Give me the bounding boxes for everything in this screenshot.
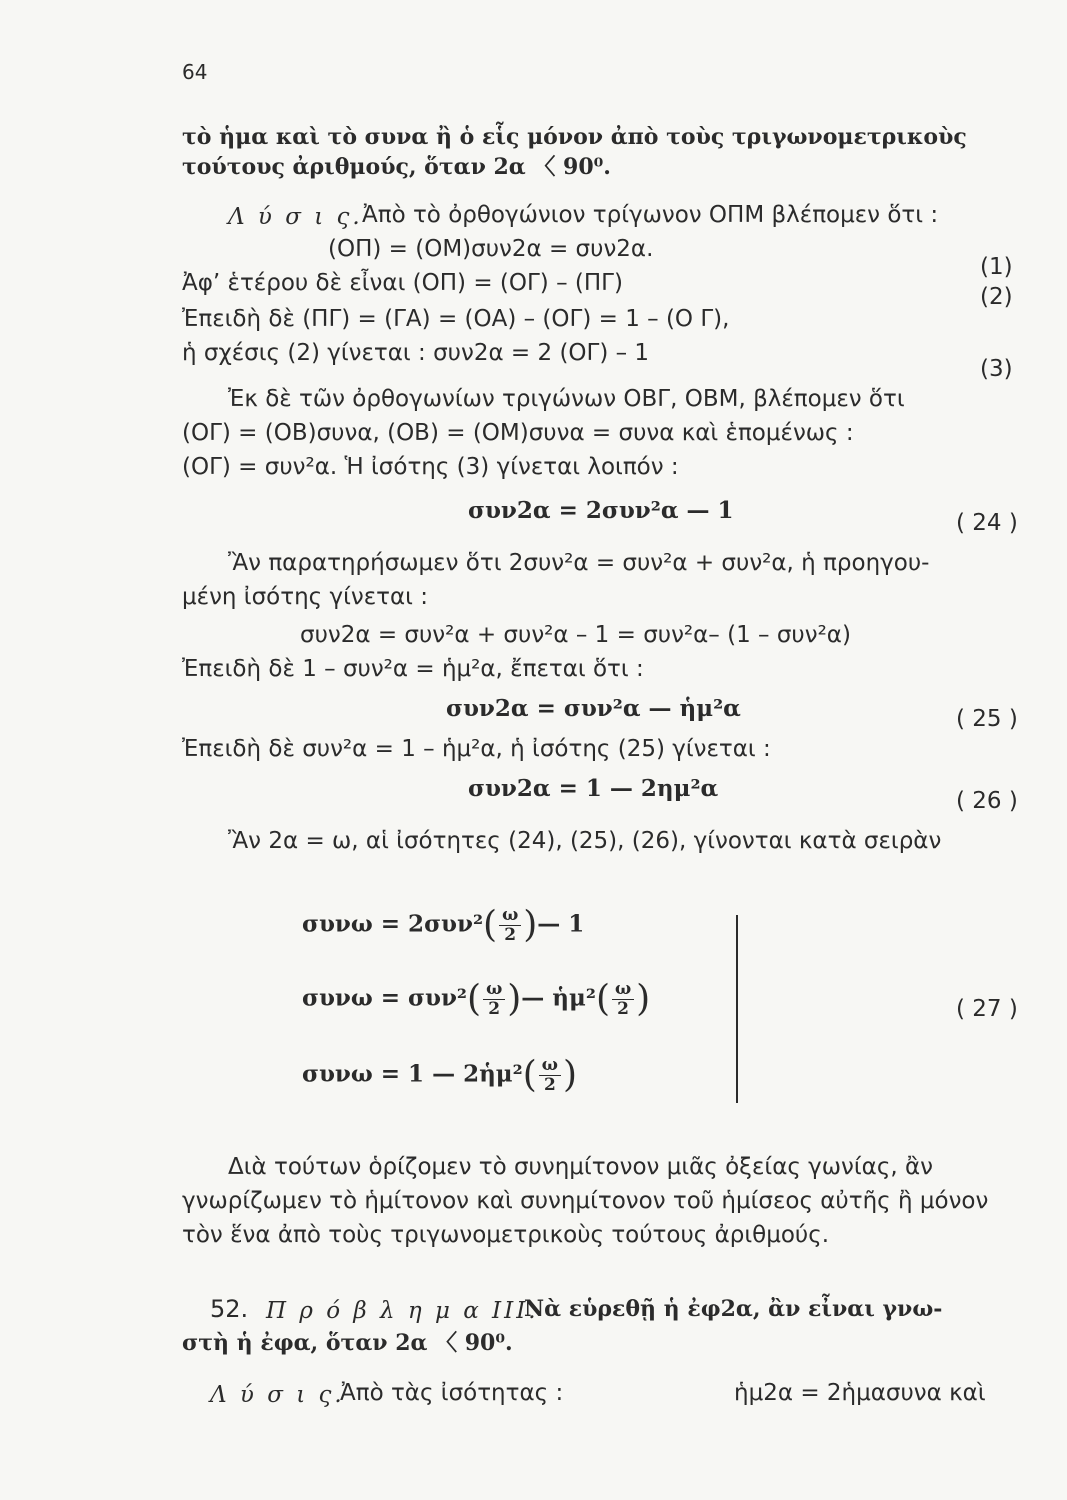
- text-line: Ἐπειδὴ δὲ (ΠΓ) = (ΓΑ) = (ΟΑ) – (ΟΓ) = 1 – (Ο Γ),: [182, 306, 730, 332]
- paren: ): [523, 904, 538, 946]
- equation-number: ( 26 ): [956, 788, 1018, 814]
- text-line: Ἐπειδὴ δὲ 1 – συν²α = ἡμ²α, ἔπεται ὅτι :: [182, 656, 644, 682]
- fraction: $\frac{\omega}{2}$: [539, 1056, 561, 1095]
- paren: (: [483, 904, 498, 946]
- paren: (: [522, 1054, 537, 1096]
- text-line: (ΟΓ) = (ΟΒ)συνα, (ΟΒ) = (ΟΜ)συνα = συνα καὶ ἑπομένως :: [182, 420, 854, 446]
- problem-number: 52.: [210, 1295, 249, 1323]
- text-line: τούτους ἀριθμούς, ὅταν 2α 〈 90⁰.: [182, 154, 611, 180]
- text-line: γνωρίζωμεν τὸ ἡμίτονον καὶ συνημίτονον τοῦ ἡμίσεος αὐτῆς ἢ μόνον: [182, 1188, 989, 1214]
- fraction: $\frac{\omega}{2}$: [612, 980, 634, 1019]
- equation-25: συν2α = συν²α — ἡμ²α: [446, 695, 741, 722]
- paren: ): [636, 978, 651, 1020]
- equation-number: (3): [980, 356, 1013, 382]
- text-line: Ἀπὸ τὸ ὀρθογώνιον τρίγωνον ΟΠΜ βλέπομεν ὅτι :: [362, 202, 939, 228]
- text-line: μένη ἰσότης γίνεται :: [182, 584, 428, 610]
- equation-brace: [736, 915, 752, 1103]
- problem-text: Νὰ εὑρεθῇ ἡ ἐφ2α, ἂν εἶναι γνω-: [524, 1296, 943, 1322]
- page-number: 64: [182, 60, 208, 84]
- eq-part: — ἡμ²: [521, 984, 596, 1012]
- equation-27a: [302, 906, 584, 945]
- text-line: τὸ ἡμα καὶ τὸ συνα ἢ ὁ εἷς μόνον ἀπὸ τοὺς τριγωνομετρικοὺς: [182, 124, 967, 150]
- text-line: ἡμ2α = 2ἡμασυνα καὶ: [734, 1380, 986, 1406]
- text-line: Διὰ τούτων ὁρίζομεν τὸ συνημίτονον μιᾶς ὀξείας γωνίας, ἂν: [228, 1154, 933, 1180]
- eq-part: συνω = συν²: [302, 984, 468, 1012]
- equation-number: (2): [980, 284, 1013, 310]
- equation-27c: [302, 1056, 577, 1095]
- eq-part: συνω = 2συν²: [302, 910, 484, 938]
- paren: (: [467, 978, 482, 1020]
- paren: ): [562, 1054, 577, 1096]
- text-line: τὸν ἕνα ἀπὸ τοὺς τριγωνομετρικοὺς τούτους ἀριθμούς.: [182, 1222, 830, 1248]
- equation-27b: [302, 980, 650, 1019]
- text-line: Ἂν 2α = ω, αἱ ἰσότητες (24), (25), (26), γίνονται κατὰ σειρὰν: [228, 828, 942, 854]
- text-line: Ἀφ’ ἑτέρου δὲ εἶναι (ΟΠ) = (ΟΓ) – (ΠΓ): [182, 270, 623, 296]
- equation-number: (1): [980, 254, 1013, 280]
- text-line: ἡ σχέσις (2) γίνεται : συν2α = 2 (ΟΓ) – 1: [182, 340, 650, 366]
- equation-number: ( 24 ): [956, 510, 1018, 536]
- text-line: Ἀπὸ τὰς ἰσότητας :: [340, 1380, 564, 1406]
- equation-24: συν2α = 2συν²α — 1: [468, 497, 734, 524]
- problem-text: στὴ ἡ ἐφα, ὅταν 2α 〈 90⁰.: [182, 1330, 513, 1356]
- equation-line: συν2α = συν²α + συν²α – 1 = συν²α– (1 – συν²α): [300, 622, 851, 648]
- equation-number: ( 25 ): [956, 706, 1018, 732]
- solution-label: Λ ύ σ ι ς.: [210, 1382, 345, 1408]
- text-line: Ἐπειδὴ δὲ συν²α = 1 – ἡμ²α, ἡ ἰσότης (25) γίνεται :: [182, 736, 771, 762]
- paren: (: [595, 978, 610, 1020]
- text-line: (ΟΓ) = συν²α. Ἡ ἰσότης (3) γίνεται λοιπόν :: [182, 454, 679, 480]
- text-line: Ἐκ δὲ τῶν ὀρθογωνίων τριγώνων ΟΒΓ, ΟΒΜ, βλέπομεν ὅτι: [228, 386, 905, 412]
- eq-part: συνω = 1 — 2ἡμ²: [302, 1060, 523, 1088]
- equation-number: ( 27 ): [956, 996, 1018, 1022]
- eq-part: — 1: [537, 910, 585, 938]
- text-line: Ἂν παρατηρήσωμεν ὅτι 2συν²α = συν²α + συν²α, ἡ προηγου-: [228, 550, 930, 576]
- paren: ): [507, 978, 522, 1020]
- solution-label: Λ ύ σ ι ς.: [228, 204, 363, 230]
- equation-line: (ΟΠ) = (ΟΜ)συν2α = συν2α.: [328, 236, 654, 262]
- problem-label: Π ρ ό β λ η μ α ΙΙΙ.: [266, 1298, 539, 1324]
- fraction: $\frac{\omega}{2}$: [499, 906, 521, 945]
- equation-26: συν2α = 1 — 2ημ²α: [468, 775, 719, 802]
- fraction: $\frac{\omega}{2}$: [483, 980, 505, 1019]
